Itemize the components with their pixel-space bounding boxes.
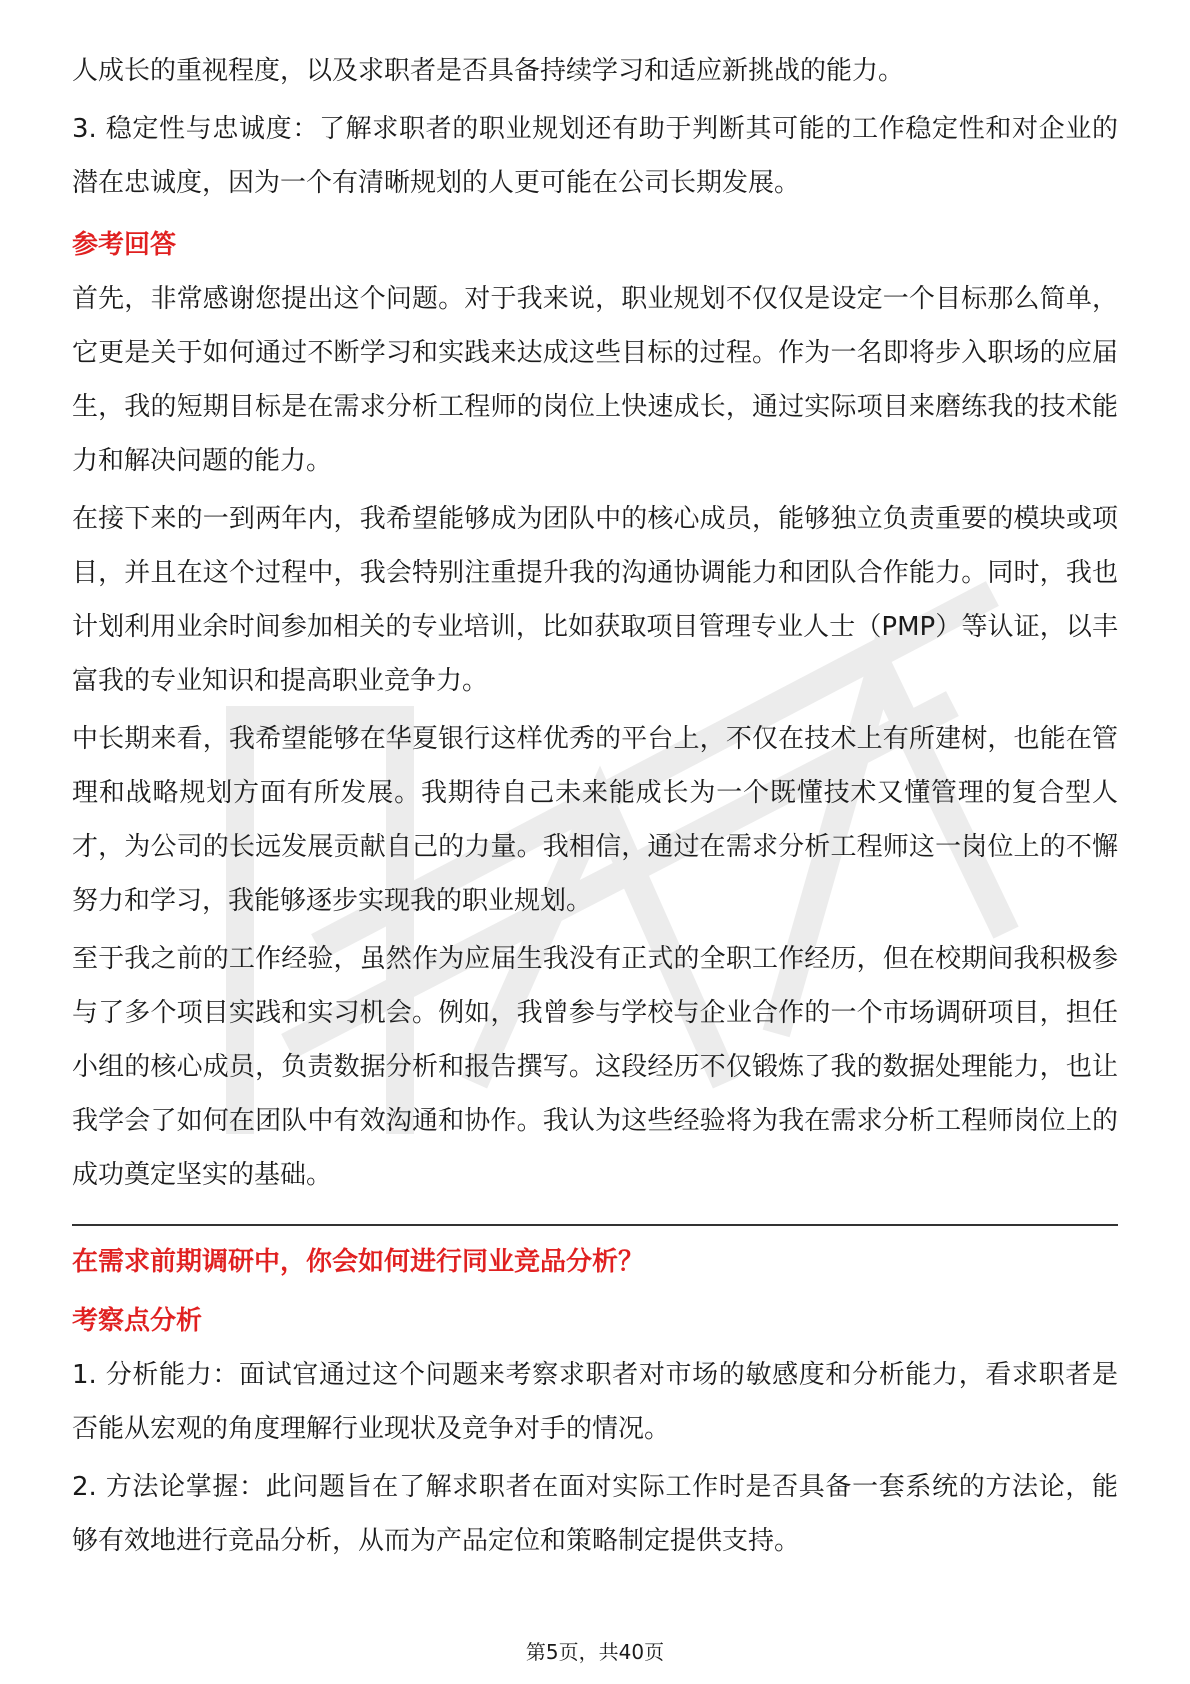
analysis-point: 2. 方法论掌握：此问题旨在了解求职者在面对实际工作时是否具备一套系统的方法论，能够有效地进行竞品分析，从而为产品定位和策略制定提供支持。	[72, 1472, 1118, 1556]
point-stability: 3. 稳定性与忠诚度：了解求职者的职业规划还有助于判断其可能的工作稳定性和对企业的潜在忠诚度，因为一个有清晰规划的人更可能在公司长期发展。	[72, 114, 1118, 198]
analysis-heading: 考察点分析	[72, 1306, 203, 1336]
answer-paragraph: 在接下来的一到两年内，我希望能够成为团队中的核心成员，能够独立负责重要的模块或项目，并且在这个过程中，我会特别注重提升我的沟通协调能力和团队合作能力。同时，我也计划利用业余时间参加相关的专业培训，比如获取项目管理专业人士（PMP）等认证，以丰富我的专业知识和提高职业竞争力。	[72, 504, 1118, 696]
continuation-text: 人成长的重视程度，以及求职者是否具备持续学习和适应新挑战的能力。	[72, 56, 905, 86]
page-number: 第5页，共40页	[525, 1640, 665, 1664]
question-title: 在需求前期调研中，你会如何进行同业竞品分析？	[72, 1247, 645, 1277]
analysis-point: 1. 分析能力：面试官通过这个问题来考察求职者对市场的敏感度和分析能力，看求职者是否能从宏观的角度理解行业现状及竞争对手的情况。	[72, 1360, 1118, 1444]
page-content	[72, 44, 1118, 1572]
reference-answer-heading: 参考回答	[72, 230, 177, 260]
answer-paragraph: 首先，非常感谢您提出这个问题。对于我来说，职业规划不仅仅是设定一个目标那么简单，它更是关于如何通过不断学习和实践来达成这些目标的过程。作为一名即将步入职场的应届生，我的短期目标是在需求分析工程师的岗位上快速成长，通过实际项目来磨练我的技术能力和解决问题的能力。	[72, 284, 1118, 476]
section-divider	[72, 1224, 1118, 1226]
answer-paragraph: 至于我之前的工作经验，虽然作为应届生我没有正式的全职工作经历，但在校期间我积极参与了多个项目实践和实习机会。例如，我曾参与学校与企业合作的一个市场调研项目，担任小组的核心成员，负责数据分析和报告撰写。这段经历不仅锻炼了我的数据处理能力，也让我学会了如何在团队中有效沟通和协作。我认为这些经验将为我在需求分析工程师岗位上的成功奠定坚实的基础。	[72, 944, 1118, 1190]
answer-paragraph: 中长期来看，我希望能够在华夏银行这样优秀的平台上，不仅在技术上有所建树，也能在管理和战略规划方面有所发展。我期待自己未来能成长为一个既懂技术又懂管理的复合型人才，为公司的长远发展贡献自己的力量。我相信，通过在需求分析工程师这一岗位上的不懈努力和学习，我能够逐步实现我的职业规划。	[72, 724, 1118, 916]
